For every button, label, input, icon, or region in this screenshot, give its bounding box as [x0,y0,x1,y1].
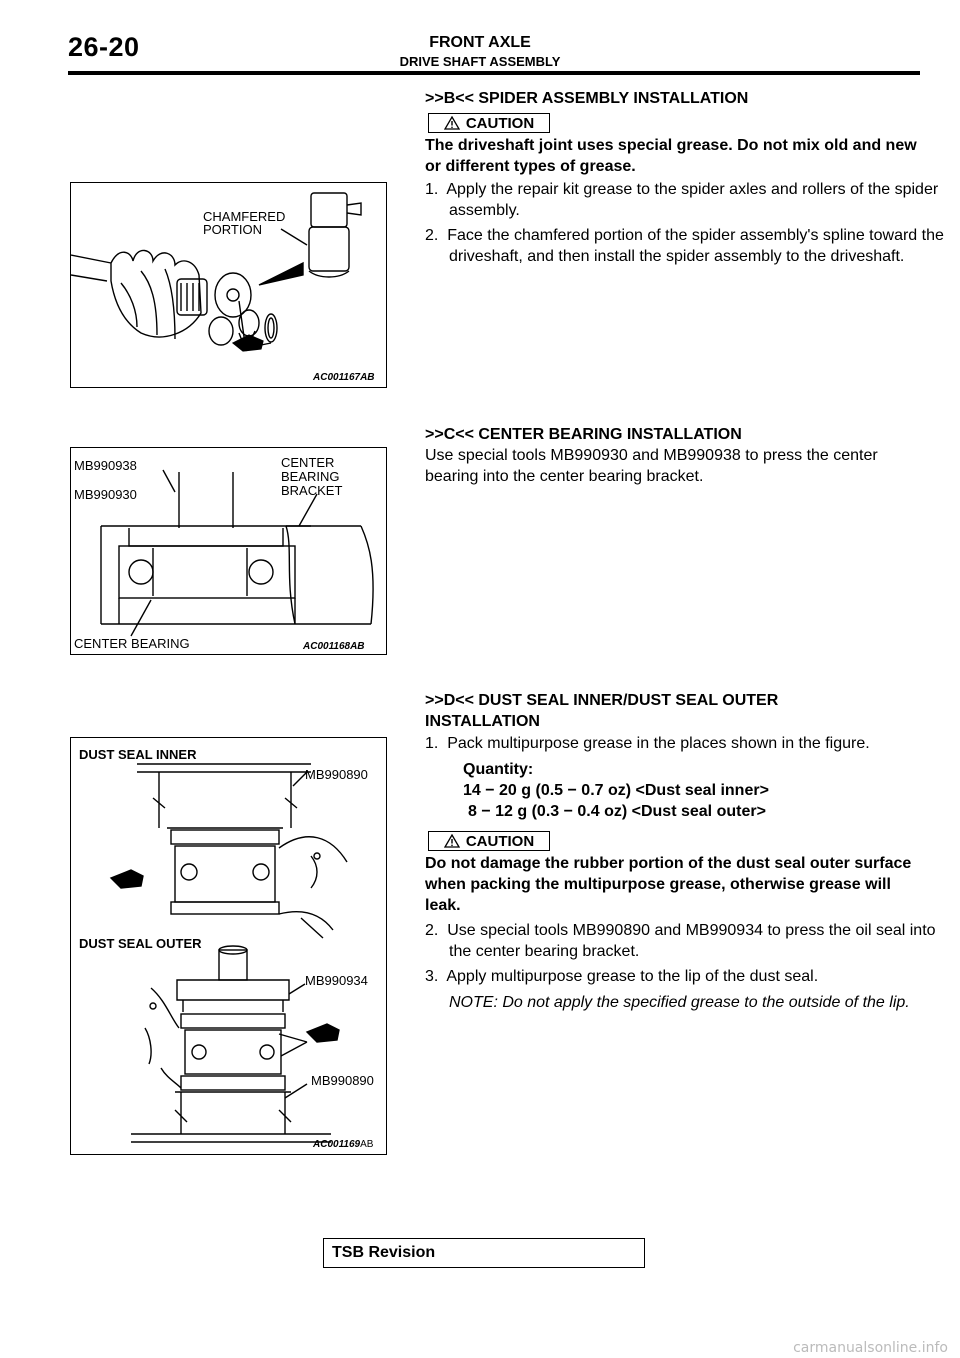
section-b-heading: >>B<< SPIDER ASSEMBLY INSTALLATION [425,90,749,107]
section-d-heading: >>D<< DUST SEAL INNER/DUST SEAL OUTER INSTALLATION [425,692,779,730]
label-dust-seal-inner: DUST SEAL INNER [79,747,197,762]
step-number: 2. [425,922,439,939]
figure-code: AC001167AB [313,372,375,383]
step-d-3 [425,966,944,987]
figure-center-bearing [70,447,387,655]
warning-icon [444,116,460,130]
note-text: NOTE: Do not apply the specified grease to the outside of the lip. [449,994,910,1011]
label-bracket: BRACKET [281,483,343,498]
step-d-1 [425,733,944,754]
page-number: 26-20 [68,32,140,62]
quantity-outer: 8 − 12 g (0.3 − 0.4 oz) <Dust seal outer> [468,803,766,820]
caution-label: CAUTION [465,114,535,132]
step-number: 2. [425,227,439,244]
step-b-1 [425,179,944,221]
label-tool-top: MB990890 [305,767,368,782]
label-center-bearing: CENTER BEARING [74,636,190,651]
label-tool-bottom: MB990890 [311,1073,374,1088]
caution-text-d: Do not damage the rubber portion of the dust seal outer surface when packing the multipurpose grease, otherwise grease will leak. [425,855,912,914]
section-c-text: Use special tools MB990930 and MB990938 to press the center bearing into the center bearing bracket. [425,447,878,485]
caution-box-d [428,831,550,851]
step-text: Apply multipurpose grease to the lip of the dust seal. [446,968,819,985]
step-b-2 [425,225,944,267]
label-portion: PORTION [203,222,262,237]
step-text: Face the chamfered portion of the spider assembly's spline toward the driveshaft, and then install the spider assembly to the driveshaft. [447,227,944,265]
step-d-2 [425,920,944,962]
label-tool-mid: MB990934 [305,973,368,988]
page-subtitle: DRIVE SHAFT ASSEMBLY [399,54,561,69]
figure-code: AC001168AB [303,641,365,652]
step-text: Apply the repair kit grease to the spider axles and rollers of the spider assembly. [446,181,939,219]
label-dust-seal-outer: DUST SEAL OUTER [79,936,202,951]
quantity-label: Quantity: [463,761,534,778]
figure-code [313,1139,373,1150]
warning-icon [444,834,460,848]
step-text: Use special tools MB990890 and MB990934 to press the oil seal into the center bearing bracket. [447,922,936,960]
caution-text-b: The driveshaft joint uses special grease. Do not mix old and new or different types of grease. [425,137,917,175]
figure-code-main: AC001169 [313,1139,361,1150]
center-bearing-drawing [71,448,387,655]
label-mb990930: MB990930 [74,487,137,502]
section-c-heading: >>C<< CENTER BEARING INSTALLATION [425,426,742,443]
figure-spider-assembly [70,182,387,388]
quantity-inner: 14 − 20 g (0.5 − 0.7 oz) <Dust seal inner> [463,782,769,799]
label-center: CENTER [281,455,335,470]
header-rule [68,71,920,75]
label-chamfered: CHAMFERED [203,209,286,224]
label-bearing: BEARING [281,469,340,484]
watermark: carmanualsonline.info [793,1340,948,1356]
figure-dust-seal [70,737,387,1155]
page-title: FRONT AXLE [429,34,531,51]
tsb-revision-box: TSB Revision [323,1238,645,1268]
caution-box-b [428,113,550,133]
step-number: 1. [425,181,439,198]
caution-label: CAUTION [465,832,535,850]
step-number: 1. [425,735,439,752]
step-number: 3. [425,968,439,985]
figure-code-suffix: AB [360,1139,374,1150]
label-mb990938: MB990938 [74,458,137,473]
step-text: Pack multipurpose grease in the places shown in the figure. [447,735,870,752]
